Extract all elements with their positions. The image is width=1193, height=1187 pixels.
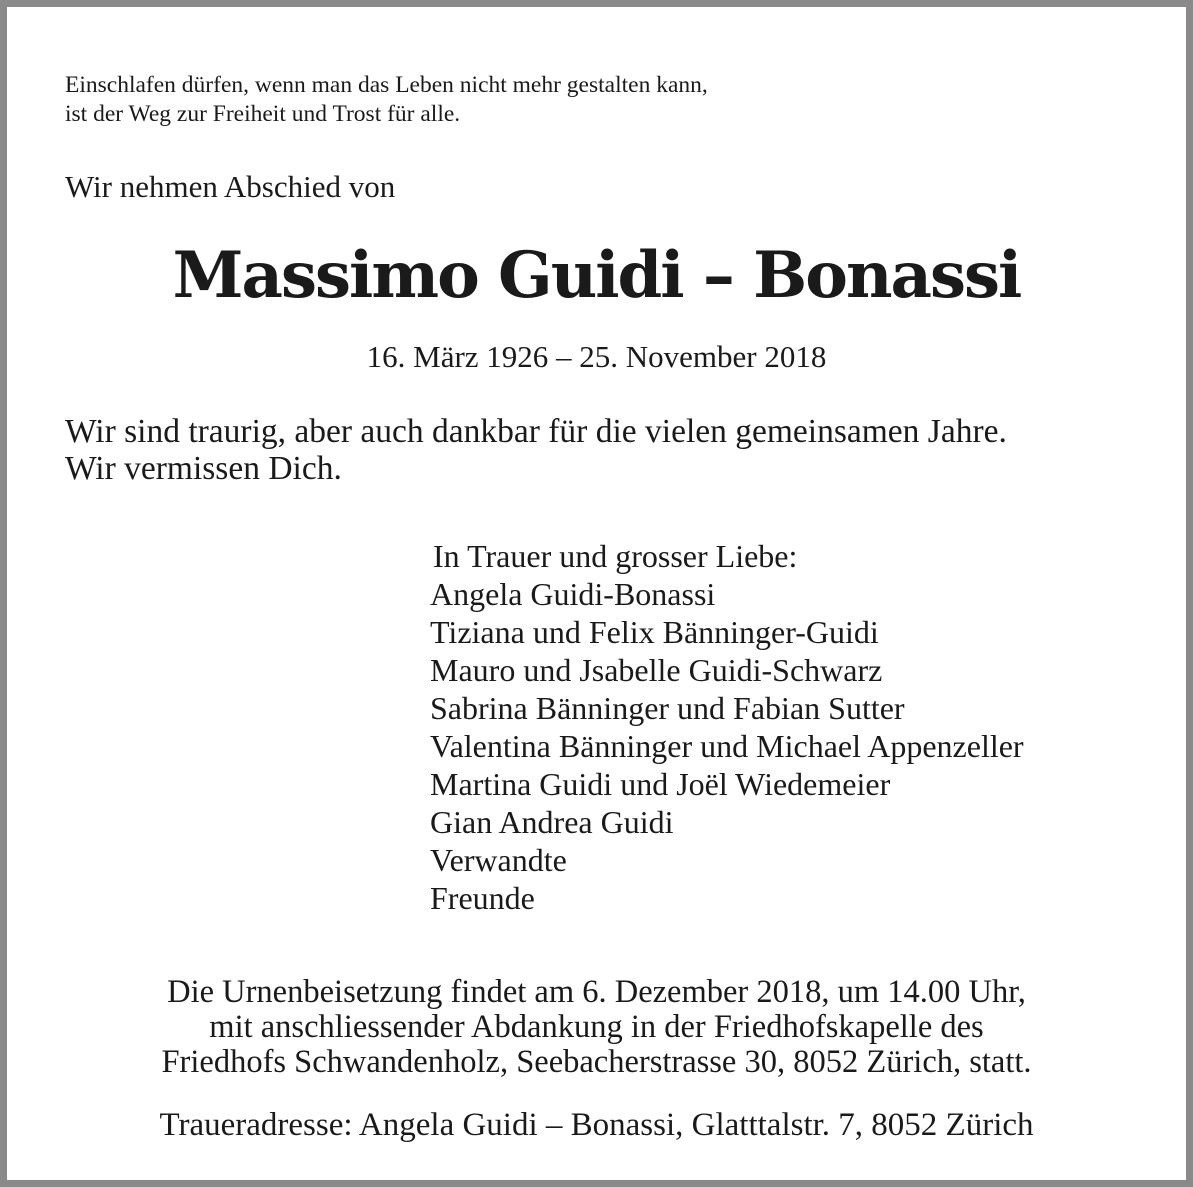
ceremony-line-1: Die Urnenbeisetzung findet am 6. Dezember 2018, um 14.00 Uhr, [167, 974, 1026, 1010]
mourner-name: Angela Guidi-Bonassi [430, 576, 716, 612]
mourner-name: Verwandte [430, 842, 567, 878]
motto-line-1: Einschlafen dürfen, wenn man das Leben nicht mehr gestalten kann, [65, 72, 708, 98]
grief-message-line-2: Wir vermissen Dich. [65, 450, 342, 487]
ceremony-line-2: mit anschliessender Abdankung in der Friedhofskapelle des [209, 1009, 984, 1045]
life-dates: 16. März 1926 – 25. November 2018 [366, 339, 827, 374]
mourner-name: Gian Andrea Guidi [430, 804, 674, 840]
mourners-heading: In Trauer und grosser Liebe: [433, 538, 798, 574]
deceased-name: Massimo Guidi – Bonassi [172, 238, 1021, 313]
mourner-list [430, 575, 1024, 917]
mourner-name: Mauro und Jsabelle Guidi-Schwarz [430, 652, 883, 688]
farewell-intro: Wir nehmen Abschied von [65, 169, 396, 204]
mourning-address: Traueradresse: Angela Guidi – Bonassi, Glatttalstr. 7, 8052 Zürich [159, 1107, 1034, 1143]
mourner-name: Martina Guidi und Joël Wiedemeier [430, 766, 891, 802]
mourners-block [430, 537, 1024, 917]
mourner-name: Valentina Bänninger und Michael Appenzeller [430, 728, 1024, 764]
motto-line-2: ist der Weg zur Freiheit und Trost für alle. [65, 101, 461, 127]
grief-message [65, 413, 1007, 487]
mourner-name: Tiziana und Felix Bänninger-Guidi [430, 614, 879, 650]
mourner-name: Freunde [430, 880, 535, 916]
ceremony-line-3: Friedhofs Schwandenholz, Seebacherstrasse 30, 8052 Zürich, statt. [161, 1044, 1032, 1080]
motto-quote [65, 71, 708, 129]
grief-message-line-1: Wir sind traurig, aber auch dankbar für die vielen gemeinsamen Jahre. [65, 413, 1007, 450]
mourner-name: Sabrina Bänninger und Fabian Sutter [430, 690, 905, 726]
ceremony-details [7, 975, 1186, 1080]
